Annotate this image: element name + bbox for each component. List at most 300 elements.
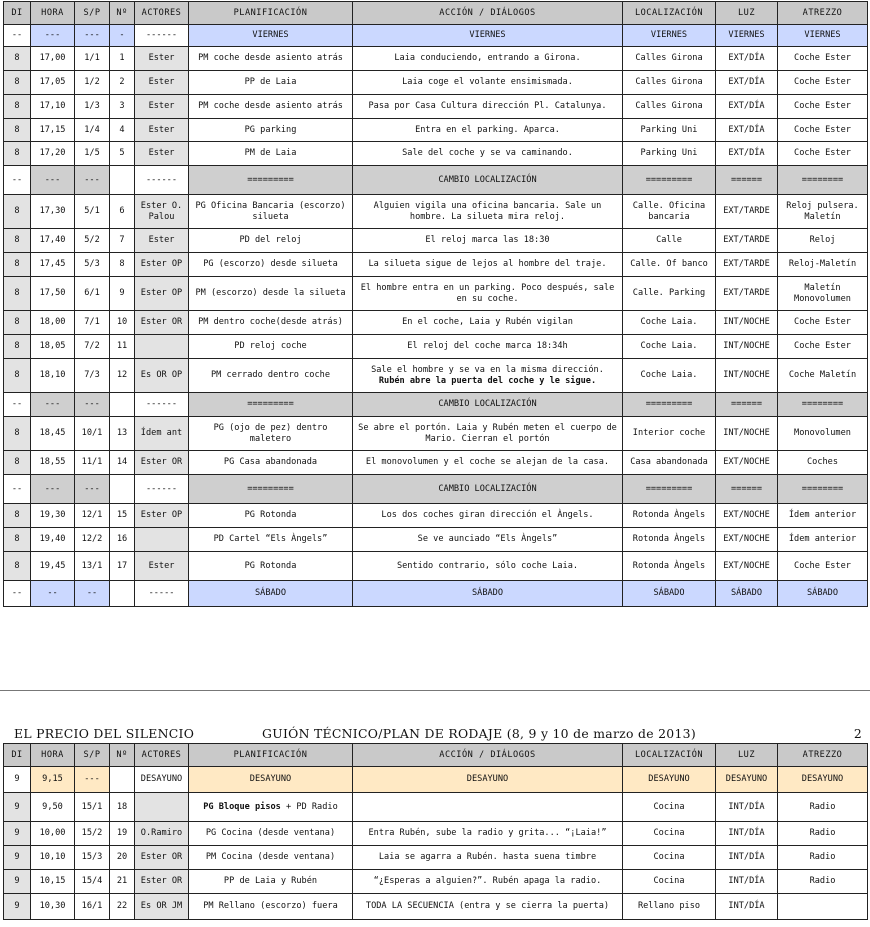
- cell-di: 9: [4, 846, 31, 870]
- cell-num: 5: [110, 142, 135, 166]
- cell-sp: 10/1: [75, 417, 110, 451]
- cell-planificacion: PG (ojo de pez) dentro maletero: [189, 417, 353, 451]
- cell-accion: “¿Esperas a alguien?”. Rubén apaga la radio.: [353, 870, 623, 894]
- cell-luz: ======: [716, 475, 778, 504]
- cell-atrezzo: Radio: [778, 793, 868, 822]
- cell-di: 8: [4, 552, 31, 581]
- cell-sp: 5/2: [75, 229, 110, 253]
- cell-localizacion: Calles Girona: [623, 95, 716, 119]
- cell-localizacion: Cocina: [623, 846, 716, 870]
- table-row: [4, 71, 868, 95]
- cell-actores: Ester: [135, 142, 189, 166]
- cell-atrezzo: Coche Ester: [778, 95, 868, 119]
- cell-hora: ---: [31, 393, 75, 417]
- cell-accion: Sale del coche y se va caminando.: [353, 142, 623, 166]
- cell-localizacion: Calle. Parking: [623, 277, 716, 311]
- cell-luz: EXT/TARDE: [716, 253, 778, 277]
- cell-localizacion: Rellano piso: [623, 894, 716, 920]
- cell-actores: [135, 793, 189, 822]
- page-break-divider: [0, 690, 870, 691]
- cell-atrezzo: DESAYUNO: [778, 767, 868, 793]
- cell-num: [110, 581, 135, 607]
- cell-actores: Es OR OP: [135, 359, 189, 393]
- cell-hora: 17,45: [31, 253, 75, 277]
- cell-di: 8: [4, 417, 31, 451]
- cell-accion: Se abre el portón. Laia y Rubén meten el cuerpo de Mario. Cierran el portón: [353, 417, 623, 451]
- table-row: [4, 311, 868, 335]
- cell-num: 10: [110, 311, 135, 335]
- cell-hora: 17,05: [31, 71, 75, 95]
- cell-sp: ---: [75, 25, 110, 47]
- cell-di: --: [4, 393, 31, 417]
- cell-sp: 7/2: [75, 335, 110, 359]
- cell-luz: EXT/DÍA: [716, 95, 778, 119]
- cell-accion: VIERNES: [353, 25, 623, 47]
- cell-luz: ======: [716, 393, 778, 417]
- cell-localizacion: =========: [623, 166, 716, 195]
- cell-localizacion: Rotonda Àngels: [623, 504, 716, 528]
- cell-accion: Entra Rubén, sube la radio y grita... “¡Laia!”: [353, 822, 623, 846]
- cell-planificacion: DESAYUNO: [189, 767, 353, 793]
- document-title: EL PRECIO DEL SILENCIO: [14, 726, 195, 741]
- cell-di: 8: [4, 142, 31, 166]
- cell-sp: 5/3: [75, 253, 110, 277]
- cell-di: 9: [4, 894, 31, 920]
- cell-luz: EXT/NOCHE: [716, 552, 778, 581]
- table-row: [4, 142, 868, 166]
- cell-luz: INT/DÍA: [716, 822, 778, 846]
- cell-planificacion: PD del reloj: [189, 229, 353, 253]
- table-row: [4, 504, 868, 528]
- cell-actores: Ester: [135, 552, 189, 581]
- cell-planificacion: PP de Laia y Rubén: [189, 870, 353, 894]
- cell-hora: ---: [31, 166, 75, 195]
- cell-planificacion: =========: [189, 166, 353, 195]
- cell-actores: Ídem ant: [135, 417, 189, 451]
- cell-planificacion: PM coche desde asiento atrás: [189, 47, 353, 71]
- cell-accion: Entra en el parking. Aparca.: [353, 119, 623, 142]
- cell-num: 8: [110, 253, 135, 277]
- cell-atrezzo: Reloj: [778, 229, 868, 253]
- cell-luz: INT/DÍA: [716, 793, 778, 822]
- cell-sp: 7/1: [75, 311, 110, 335]
- cell-luz: EXT/DÍA: [716, 142, 778, 166]
- cell-sp: 15/3: [75, 846, 110, 870]
- cell-accion: SÁBADO: [353, 581, 623, 607]
- cell-actores: ------: [135, 25, 189, 47]
- cell-di: 8: [4, 229, 31, 253]
- cell-num: 2: [110, 71, 135, 95]
- cell-actores: Ester OP: [135, 253, 189, 277]
- cell-sp: 15/4: [75, 870, 110, 894]
- cell-planificacion: SÁBADO: [189, 581, 353, 607]
- cell-hora: 17,50: [31, 277, 75, 311]
- cell-luz: INT/DÍA: [716, 846, 778, 870]
- column-header-actores: ACTORES: [135, 744, 189, 767]
- cell-hora: 19,45: [31, 552, 75, 581]
- cell-num: 19: [110, 822, 135, 846]
- cell-num: [110, 767, 135, 793]
- cell-sp: 7/3: [75, 359, 110, 393]
- table-header-row: [4, 744, 868, 767]
- cell-localizacion: VIERNES: [623, 25, 716, 47]
- cell-di: 8: [4, 71, 31, 95]
- cell-atrezzo: SÁBADO: [778, 581, 868, 607]
- sep-row: [4, 393, 868, 417]
- table-header-row: [4, 2, 868, 25]
- cell-num: 18: [110, 793, 135, 822]
- cell-sp: 5/1: [75, 195, 110, 229]
- column-header-accion: ACCIÓN / DIÁLOGOS: [353, 744, 623, 767]
- cell-di: 8: [4, 47, 31, 71]
- cell-actores: Es OR JM: [135, 894, 189, 920]
- cell-actores: Ester OR: [135, 311, 189, 335]
- table-row: [4, 253, 868, 277]
- cell-localizacion: Interior coche: [623, 417, 716, 451]
- cell-hora: 17,10: [31, 95, 75, 119]
- table-row: [4, 528, 868, 552]
- cell-localizacion: Parking Uni: [623, 119, 716, 142]
- cell-atrezzo: Radio: [778, 870, 868, 894]
- cell-hora: 19,30: [31, 504, 75, 528]
- cell-num: 9: [110, 277, 135, 311]
- cell-localizacion: Casa abandonada: [623, 451, 716, 475]
- cell-planificacion: =========: [189, 393, 353, 417]
- action-text: Sale el hombre y se va en la misma dirección.: [371, 365, 604, 376]
- column-header-num: Nº: [110, 744, 135, 767]
- cell-num: [110, 393, 135, 417]
- cell-localizacion: DESAYUNO: [623, 767, 716, 793]
- cell-num: 1: [110, 47, 135, 71]
- cell-hora: 18,00: [31, 311, 75, 335]
- cell-planificacion: PM cerrado dentro coche: [189, 359, 353, 393]
- table-row: [4, 822, 868, 846]
- cell-actores: Ester: [135, 229, 189, 253]
- cell-num: 3: [110, 95, 135, 119]
- cell-luz: INT/NOCHE: [716, 311, 778, 335]
- cell-num: 16: [110, 528, 135, 552]
- cell-actores: ------: [135, 475, 189, 504]
- cell-atrezzo: Coche Ester: [778, 71, 868, 95]
- cell-hora: 9,50: [31, 793, 75, 822]
- cell-di: 8: [4, 528, 31, 552]
- cell-sp: 1/3: [75, 95, 110, 119]
- page-number: 2: [853, 726, 862, 741]
- cell-actores: [135, 528, 189, 552]
- cell-actores: Ester: [135, 95, 189, 119]
- cell-accion: El hombre entra en un parking. Poco después, sale en su coche.: [353, 277, 623, 311]
- cell-accion: En el coche, Laia y Rubén vigilan: [353, 311, 623, 335]
- column-header-actores: ACTORES: [135, 2, 189, 25]
- cell-actores: DESAYUNO: [135, 767, 189, 793]
- cell-localizacion: Coche Laia.: [623, 311, 716, 335]
- cell-hora: 18,05: [31, 335, 75, 359]
- cell-actores: ------: [135, 393, 189, 417]
- cell-actores: Ester OR: [135, 870, 189, 894]
- cell-di: 8: [4, 95, 31, 119]
- cell-hora: 10,00: [31, 822, 75, 846]
- cell-atrezzo: Coche Ester: [778, 47, 868, 71]
- cell-num: 20: [110, 846, 135, 870]
- shooting-plan-table-page2: [3, 743, 868, 920]
- cell-localizacion: Calle: [623, 229, 716, 253]
- cell-di: 8: [4, 451, 31, 475]
- cell-localizacion: =========: [623, 393, 716, 417]
- table-row: [4, 335, 868, 359]
- cell-atrezzo: Radio: [778, 846, 868, 870]
- cell-planificacion: PM de Laia: [189, 142, 353, 166]
- column-header-hora: HORA: [31, 744, 75, 767]
- cell-actores: Ester OP: [135, 504, 189, 528]
- cell-localizacion: Cocina: [623, 793, 716, 822]
- cell-di: --: [4, 25, 31, 47]
- cell-actores: Ester: [135, 71, 189, 95]
- cell-atrezzo: [778, 894, 868, 920]
- cell-hora: 17,15: [31, 119, 75, 142]
- cell-atrezzo: ========: [778, 393, 868, 417]
- cell-sp: ---: [75, 767, 110, 793]
- cell-accion: El reloj del coche marca 18:34h: [353, 335, 623, 359]
- cell-num: 22: [110, 894, 135, 920]
- cell-atrezzo: Coche Ester: [778, 552, 868, 581]
- cell-luz: EXT/NOCHE: [716, 504, 778, 528]
- cell-di: 8: [4, 253, 31, 277]
- cell-planificacion: =========: [189, 475, 353, 504]
- cell-localizacion: Rotonda Àngels: [623, 552, 716, 581]
- cell-sp: 15/1: [75, 793, 110, 822]
- cell-hora: 17,40: [31, 229, 75, 253]
- cell-localizacion: Coche Laia.: [623, 335, 716, 359]
- column-header-localizacion: LOCALIZACIÓN: [623, 744, 716, 767]
- cell-hora: ---: [31, 475, 75, 504]
- shooting-plan-table-page1: [3, 1, 868, 607]
- cell-atrezzo: Monovolumen: [778, 417, 868, 451]
- table-row: [4, 359, 868, 393]
- cell-num: 17: [110, 552, 135, 581]
- cell-atrezzo: Ídem anterior: [778, 528, 868, 552]
- cell-sp: ---: [75, 393, 110, 417]
- table-row: [4, 846, 868, 870]
- cell-planificacion: PM dentro coche(desde atrás): [189, 311, 353, 335]
- cell-accion: Alguien vigila una oficina bancaria. Sale un hombre. La silueta mira reloj.: [353, 195, 623, 229]
- cell-hora: 17,00: [31, 47, 75, 71]
- cell-localizacion: Calle. Of banco: [623, 253, 716, 277]
- table-row: [4, 195, 868, 229]
- cell-planificacion: PM (escorzo) desde la silueta: [189, 277, 353, 311]
- cell-sp: 16/1: [75, 894, 110, 920]
- cell-actores: [135, 335, 189, 359]
- cell-di: 8: [4, 335, 31, 359]
- cell-hora: 9,15: [31, 767, 75, 793]
- cell-luz: EXT/TARDE: [716, 195, 778, 229]
- cell-accion: CAMBIO LOCALIZACIÓN: [353, 475, 623, 504]
- cell-sp: 12/1: [75, 504, 110, 528]
- cell-num: 6: [110, 195, 135, 229]
- cell-luz: INT/DÍA: [716, 870, 778, 894]
- cell-actores: O.Ramiro: [135, 822, 189, 846]
- cell-atrezzo: ========: [778, 166, 868, 195]
- cell-planificacion: PD reloj coche: [189, 335, 353, 359]
- cell-di: 8: [4, 119, 31, 142]
- cell-planificacion: PG Rotonda: [189, 504, 353, 528]
- day-row: [4, 581, 868, 607]
- table-row: [4, 451, 868, 475]
- cell-sp: 12/2: [75, 528, 110, 552]
- cell-di: 8: [4, 277, 31, 311]
- table-row: [4, 870, 868, 894]
- action-text-bold: Rubén abre la puerta del coche y le sigue.: [378, 375, 597, 386]
- cell-hora: 18,55: [31, 451, 75, 475]
- cell-sp: ---: [75, 166, 110, 195]
- cell-num: 15: [110, 504, 135, 528]
- cell-hora: --: [31, 581, 75, 607]
- cell-di: 8: [4, 359, 31, 393]
- cell-num: -: [110, 25, 135, 47]
- cell-luz: EXT/DÍA: [716, 71, 778, 95]
- cell-sp: ---: [75, 475, 110, 504]
- column-header-atrezzo: ATREZZO: [778, 2, 868, 25]
- table-row: [4, 47, 868, 71]
- cell-accion: Laia conduciendo, entrando a Girona.: [353, 47, 623, 71]
- cell-planificacion: VIERNES: [189, 25, 353, 47]
- cell-localizacion: Cocina: [623, 822, 716, 846]
- cell-luz: EXT/TARDE: [716, 277, 778, 311]
- column-header-hora: HORA: [31, 2, 75, 25]
- cell-localizacion: Calle. Oficina bancaria: [623, 195, 716, 229]
- cell-luz: VIERNES: [716, 25, 778, 47]
- column-header-planificacion: PLANIFICACIÓN: [189, 2, 353, 25]
- cell-accion: El reloj marca las 18:30: [353, 229, 623, 253]
- day-row: [4, 25, 868, 47]
- cell-accion: Sentido contrario, sólo coche Laia.: [353, 552, 623, 581]
- column-header-sp: S/P: [75, 744, 110, 767]
- cell-sp: 1/5: [75, 142, 110, 166]
- cell-sp: 1/1: [75, 47, 110, 71]
- cell-actores: Ester: [135, 47, 189, 71]
- cell-atrezzo: Coche Ester: [778, 119, 868, 142]
- cell-sp: 6/1: [75, 277, 110, 311]
- cell-planificacion: PG Casa abandonada: [189, 451, 353, 475]
- cell-accion: Pasa por Casa Cultura dirección Pl. Catalunya.: [353, 95, 623, 119]
- cell-accion: TODA LA SECUENCIA (entra y se cierra la puerta): [353, 894, 623, 920]
- cell-actores: ------: [135, 166, 189, 195]
- cell-localizacion: Rotonda Àngels: [623, 528, 716, 552]
- cell-luz: INT/NOCHE: [716, 417, 778, 451]
- cell-actores: Ester OR: [135, 846, 189, 870]
- cell-sp: 1/4: [75, 119, 110, 142]
- cell-accion: Los dos coches giran dirección el Àngels.: [353, 504, 623, 528]
- cell-hora: 17,30: [31, 195, 75, 229]
- cell-planificacion: PG Bloque pisos + PD Radio: [189, 793, 353, 822]
- cell-atrezzo: Maletín Monovolumen: [778, 277, 868, 311]
- table-row: [4, 417, 868, 451]
- cell-accion: La silueta sigue de lejos al hombre del traje.: [353, 253, 623, 277]
- cell-hora: 10,10: [31, 846, 75, 870]
- cell-num: 11: [110, 335, 135, 359]
- column-header-atrezzo: ATREZZO: [778, 744, 868, 767]
- cell-hora: ---: [31, 25, 75, 47]
- cell-accion: Laia coge el volante ensimismada.: [353, 71, 623, 95]
- cell-accion: [353, 359, 623, 393]
- cell-hora: 10,15: [31, 870, 75, 894]
- table-body: [4, 25, 868, 607]
- column-header-luz: LUZ: [716, 2, 778, 25]
- cell-accion: CAMBIO LOCALIZACIÓN: [353, 166, 623, 195]
- cell-num: [110, 166, 135, 195]
- table-row: [4, 277, 868, 311]
- cell-num: 21: [110, 870, 135, 894]
- cell-atrezzo: Reloj-Maletín: [778, 253, 868, 277]
- cell-accion: Se ve aunciado “Els Àngels”: [353, 528, 623, 552]
- cell-luz: DESAYUNO: [716, 767, 778, 793]
- cell-actores: Ester O. Palou: [135, 195, 189, 229]
- cell-sp: 15/2: [75, 822, 110, 846]
- cell-luz: INT/NOCHE: [716, 335, 778, 359]
- table-row: [4, 119, 868, 142]
- cell-accion: Laia se agarra a Rubén. hasta suena timbre: [353, 846, 623, 870]
- column-header-localizacion: LOCALIZACIÓN: [623, 2, 716, 25]
- cell-hora: 18,45: [31, 417, 75, 451]
- cell-sp: 11/1: [75, 451, 110, 475]
- cell-sp: --: [75, 581, 110, 607]
- cell-di: 9: [4, 793, 31, 822]
- cell-num: 7: [110, 229, 135, 253]
- cell-localizacion: Parking Uni: [623, 142, 716, 166]
- sep-row: [4, 475, 868, 504]
- cell-luz: INT/NOCHE: [716, 359, 778, 393]
- column-header-sp: S/P: [75, 2, 110, 25]
- cell-actores: Ester OR: [135, 451, 189, 475]
- cell-atrezzo: Ídem anterior: [778, 504, 868, 528]
- column-header-num: Nº: [110, 2, 135, 25]
- cell-num: 12: [110, 359, 135, 393]
- cell-localizacion: Calles Girona: [623, 71, 716, 95]
- cell-num: 13: [110, 417, 135, 451]
- cell-di: 9: [4, 870, 31, 894]
- cell-planificacion: PD Cartel “Els Àngels”: [189, 528, 353, 552]
- table-row: [4, 95, 868, 119]
- cell-actores: Ester OP: [135, 277, 189, 311]
- cell-di: --: [4, 475, 31, 504]
- cell-luz: EXT/DÍA: [716, 119, 778, 142]
- cell-luz: SÁBADO: [716, 581, 778, 607]
- cell-planificacion: PM coche desde asiento atrás: [189, 95, 353, 119]
- column-header-planificacion: PLANIFICACIÓN: [189, 744, 353, 767]
- cell-luz: EXT/TARDE: [716, 229, 778, 253]
- cell-num: 4: [110, 119, 135, 142]
- cell-accion: DESAYUNO: [353, 767, 623, 793]
- cell-di: --: [4, 581, 31, 607]
- column-header-luz: LUZ: [716, 744, 778, 767]
- cell-luz: INT/DÍA: [716, 894, 778, 920]
- cell-planificacion: PM Cocina (desde ventana): [189, 846, 353, 870]
- table-body: [4, 767, 868, 920]
- cell-localizacion: =========: [623, 475, 716, 504]
- cell-atrezzo: Coche Ester: [778, 311, 868, 335]
- cell-di: 8: [4, 311, 31, 335]
- cell-num: 14: [110, 451, 135, 475]
- cell-atrezzo: Coches: [778, 451, 868, 475]
- cell-planificacion: PG (escorzo) desde silueta: [189, 253, 353, 277]
- cell-atrezzo: Coche Maletín: [778, 359, 868, 393]
- cell-num: [110, 475, 135, 504]
- cell-accion: CAMBIO LOCALIZACIÓN: [353, 393, 623, 417]
- cell-localizacion: Calles Girona: [623, 47, 716, 71]
- cell-atrezzo: Reloj pulsera. Maletín: [778, 195, 868, 229]
- table-row: [4, 229, 868, 253]
- cell-sp: 13/1: [75, 552, 110, 581]
- cell-di: --: [4, 166, 31, 195]
